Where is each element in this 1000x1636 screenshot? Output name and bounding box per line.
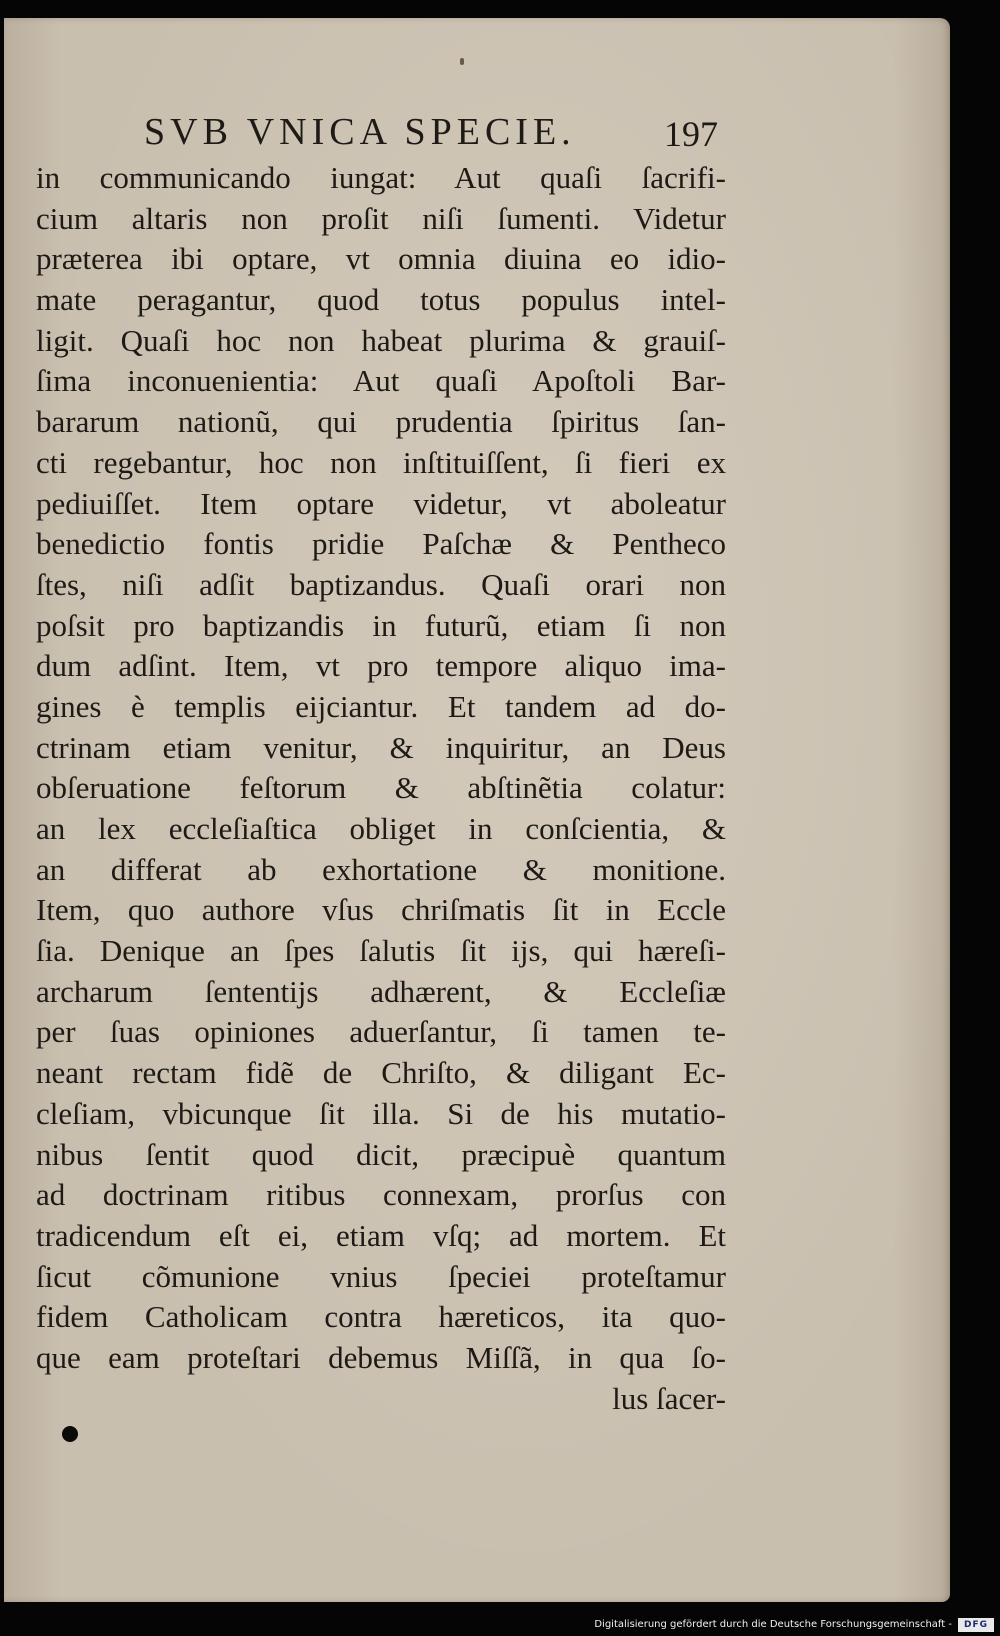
text-block xyxy=(36,158,726,1419)
text-line: neant rectam fidẽ de Chriſto, & diligant Ec- xyxy=(36,1055,726,1091)
text-line: in communicando iungat: Aut quaſi ſacrifi- xyxy=(36,160,726,195)
text-line: que eam proteſtari debemus Miſſã, in qua ſo- xyxy=(36,1339,726,1375)
text-line: cleſiam, vbicunque ſit illa. Si de his mutatio- xyxy=(36,1095,726,1131)
digitization-credit: Digitalisierung gefördert durch die Deutsche Forschungsgemeinschaft - xyxy=(594,1619,952,1630)
text-line: tradicendum eſt ei, etiam vſq; ad mortem. Et xyxy=(36,1217,726,1253)
catchword: lus ſacer- xyxy=(612,1380,726,1416)
ink-dot xyxy=(62,1426,78,1442)
text-line: archarum ſententijs adhærent, & Eccleſiæ xyxy=(36,973,726,1009)
text-line: ſima inconuenientia: Aut quaſi Apoſtoli Bar- xyxy=(36,363,726,399)
text-line: an lex eccleſiaſtica obliget in conſcientia, & xyxy=(36,811,726,846)
text-line: fidem Catholicam contra hæreticos, ita quo- xyxy=(36,1299,726,1335)
text-line: Item, quo authore vſus chriſmatis ſit in Eccle xyxy=(36,892,726,928)
text-line: pediuiſſet. Item optare videtur, vt aboleatur xyxy=(36,485,726,521)
running-title: SVB VNICA SPECIE. xyxy=(144,111,576,153)
text-line: an differat ab exhortatione & monitione. xyxy=(36,851,726,887)
text-line: præterea ibi optare, vt omnia diuina eo idio- xyxy=(36,241,726,277)
text-line: ſia. Denique an ſpes ſalutis ſit ijs, qui hæreſi- xyxy=(36,933,726,969)
text-line: dum adſint. Item, vt pro tempore aliquo ima- xyxy=(36,648,726,684)
page-number: 197 xyxy=(664,114,718,154)
text-line: cti regebantur, hoc non inſtituiſſent, ſi fieri ex xyxy=(36,444,726,480)
text-line: mate peragantur, quod totus populus intel- xyxy=(36,282,726,318)
text-line: ſtes, niſi adſit baptizandus. Quaſi orari non xyxy=(36,566,726,602)
text-line: benedictio fontis pridie Paſchæ & Pentheco xyxy=(36,526,726,562)
text-line: poſsit pro baptizandis in futurũ, etiam ſi non xyxy=(36,607,726,643)
text-line: cium altaris non proſit niſi ſumenti. Videtur xyxy=(36,200,726,236)
text-line: ctrinam etiam venitur, & inquiritur, an Deus xyxy=(36,729,726,765)
book-page xyxy=(4,18,950,1602)
running-head xyxy=(4,106,950,162)
text-line: nibus ſentit quod dicit, præcipuè quantum xyxy=(36,1136,726,1172)
paper-speck xyxy=(460,58,464,65)
text-line: ad doctrinam ritibus connexam, prorſus con xyxy=(36,1177,726,1213)
text-line: ligit. Quaſi hoc non habeat plurima & grauiſ- xyxy=(36,322,726,358)
text-line: bararum nationũ, qui prudentia ſpiritus ſan- xyxy=(36,404,726,440)
text-line: ſicut cõmunione vnius ſpeciei proteſtamur xyxy=(36,1258,726,1294)
dfg-logo: DFG xyxy=(958,1618,994,1632)
text-line: obſeruatione feſtorum & abſtinẽtia colatur: xyxy=(36,770,726,806)
text-line: gines è templis eijciantur. Et tandem ad do- xyxy=(36,688,726,724)
text-line: per ſuas opiniones aduerſantur, ſi tamen te- xyxy=(36,1014,726,1050)
